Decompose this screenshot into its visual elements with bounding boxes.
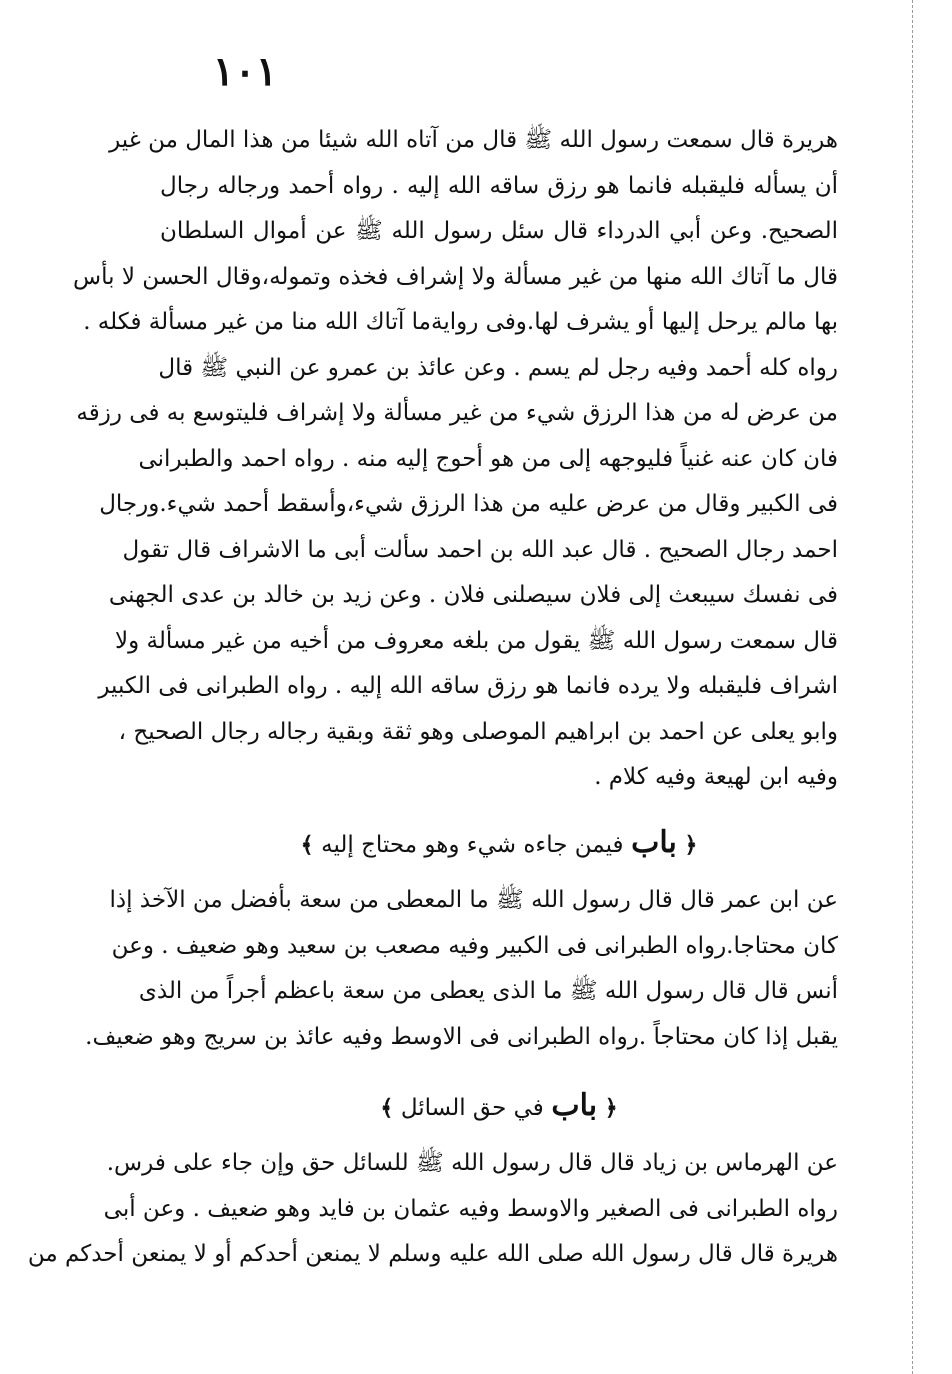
text-line: فى نفسك سيبعث إلى فلان سيصلنى فلان . وعن زيد بن خالد بن عدى الجهنى <box>108 582 838 608</box>
heading-close-bracket: ﴾ <box>380 1095 394 1121</box>
text-line: قال سمعت رسول الله ﷺ يقول من بلغه معروف من أخيه من غير مسألة ولا <box>115 627 838 654</box>
chapter-heading-1 <box>160 823 838 863</box>
text-line: اشراف فليقبله ولا يرده فانما هو رزق ساقه الله إليه . رواه الطبرانى فى الكبير <box>98 673 838 699</box>
text-line: وابو يعلى عن احمد بن ابراهيم الموصلى وهو ثقة وبقية رجاله رجال الصحيح ، <box>118 718 838 745</box>
heading-title: فيمن جاءه شيء وهو محتاج إليه <box>321 832 624 858</box>
text-line: وفيه ابن لهيعة وفيه كلام . <box>594 764 838 790</box>
text-line: يقبل إذا كان محتاجاً .رواه الطبرانى فى الاوسط وفيه عائذ بن سريج وهو ضعيف. <box>85 1023 838 1050</box>
text-section-2 <box>85 878 838 1060</box>
text-section-1 <box>73 118 838 801</box>
text-section-3 <box>27 1141 838 1278</box>
text-line: رواه الطبرانى فى الصغير والاوسط وفيه عثمان بن فايد وهو ضعيف . وعن أبى <box>103 1195 838 1222</box>
text-line: احمد رجال الصحيح . قال عبد الله بن احمد سألت أبى ما الاشراف قال تقول <box>122 536 838 563</box>
text-line: عن الهرماس بن زياد قال قال رسول الله ﷺ للسائل حق وإن جاء على فرس. <box>106 1150 838 1176</box>
text-line: قال ما آتاك الله منها من غير مسألة ولا إشراف فخذه وتموله،وقال الحسن لا بأس <box>73 263 838 290</box>
heading-close-bracket: ﴾ <box>300 832 314 858</box>
heading-open-bracket: ﴿ <box>684 832 698 858</box>
text-line: الصحيح. وعن أبي الدرداء قال سئل رسول الله ﷺ عن أموال السلطان <box>160 218 838 244</box>
page-number: ١٠١ <box>212 48 278 95</box>
heading-bab-word: باب <box>631 825 677 860</box>
chapter-heading-2 <box>160 1086 838 1126</box>
text-line: بها مالم يرحل إليها أو يشرف لها.وفى روايةما آتاك الله منا من غير مسألة فكله . <box>83 309 838 335</box>
heading-bab-word: باب <box>551 1088 598 1123</box>
page-fold-line <box>912 0 914 1374</box>
text-line: رواه كله أحمد وفيه رجل لم يسم . وعن عائذ بن عمرو عن النبي ﷺ قال <box>158 354 838 381</box>
text-line: عن ابن عمر قال قال رسول الله ﷺ ما المعطى من سعة بأفضل من الآخذ إذا <box>109 887 838 913</box>
text-line: فى الكبير وقال من عرض عليه من هذا الرزق شيء،وأسقط أحمد شيء.ورجال <box>99 491 838 517</box>
text-line: فان كان عنه غنياً فليوجهه إلى من هو أحوج إليه منه . رواه احمد والطبرانى <box>138 445 838 472</box>
text-line: هريرة قال سمعت رسول الله ﷺ قال من آتاه الله شيئا من هذا المال من غير <box>109 127 838 153</box>
text-line: أن يسأله فليقبله فانما هو رزق ساقه الله إليه . رواه أحمد ورجاله رجال <box>160 172 838 199</box>
text-line: هريرة قال قال رسول الله صلى الله عليه وسلم لا يمنعن أحدكم أو لا يمنعن أحدكم من <box>27 1241 838 1267</box>
text-line: من عرض له من هذا الرزق شيء من غير مسألة ولا إشراف فليتوسع به فى رزقه <box>76 400 838 426</box>
text-line: كان محتاجا.رواه الطبرانى فى الكبير وفيه مصعب بن سعيد وهو ضعيف . وعن <box>111 932 838 959</box>
heading-title: في حق السائل <box>400 1095 544 1121</box>
heading-open-bracket: ﴿ <box>604 1095 618 1121</box>
text-line: أنس قال قال رسول الله ﷺ ما الذى يعطى من سعة باعظم أجراً من الذى <box>138 978 838 1004</box>
